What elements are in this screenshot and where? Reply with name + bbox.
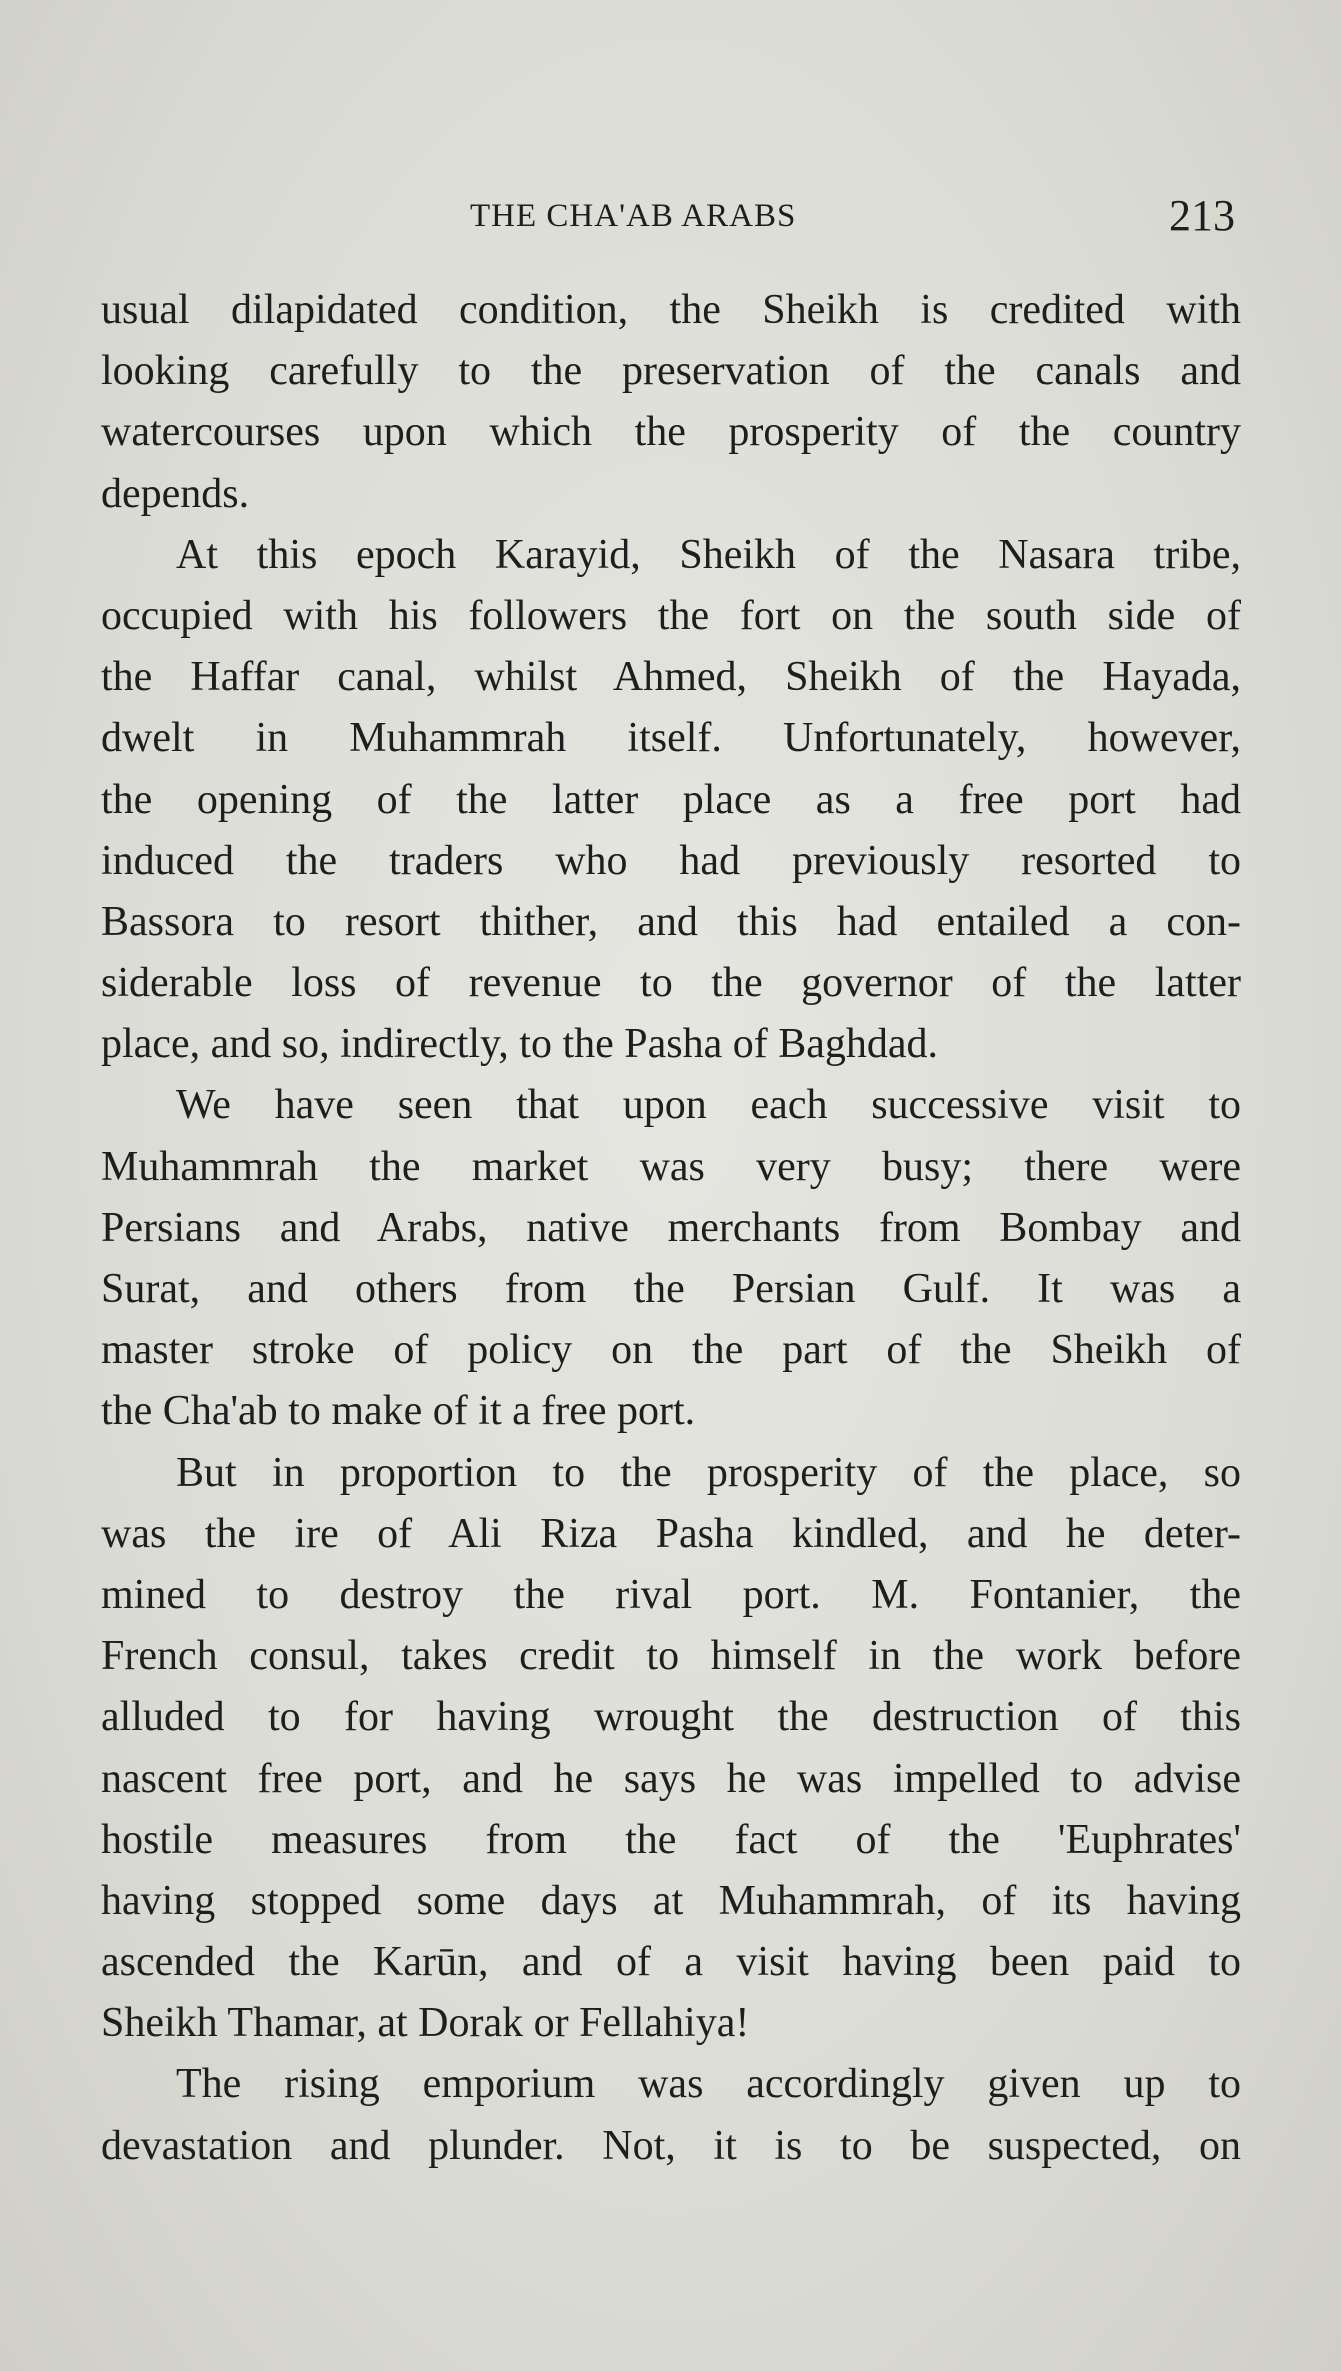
text-line: hostile measures from the fact of the 'Euphrates' (101, 1816, 1241, 1863)
text-line: looking carefully to the preservation of the canals and (101, 348, 1241, 395)
text-line: We have seen that upon each successive visit to (176, 1082, 1241, 1129)
text-line: the Cha'ab to make of it a free port. (101, 1388, 696, 1435)
text-line: siderable loss of revenue to the governor of the latter (101, 960, 1241, 1007)
text-line: Bassora to resort thither, and this had entailed a con- (101, 898, 1241, 945)
text-line: depends. (101, 470, 250, 517)
text-line: place, and so, indirectly, to the Pasha of Baghdad. (101, 1021, 939, 1068)
text-line: having stopped some days at Muhammrah, of its having (101, 1877, 1241, 1924)
text-line: alluded to for having wrought the destruction of this (101, 1694, 1241, 1741)
text-line: the opening of the latter place as a free port had (101, 776, 1241, 823)
text-line: But in proportion to the prosperity of the place, so (176, 1449, 1241, 1496)
running-title: THE CHA'AB ARABS (470, 198, 797, 234)
text-line: the Haffar canal, whilst Ahmed, Sheikh of the Hayada, (101, 654, 1241, 701)
text-line: French consul, takes credit to himself in the work before (101, 1633, 1241, 1680)
text-line: Muhammrah the market was very busy; there were (101, 1143, 1241, 1190)
text-line: mined to destroy the rival port. M. Fontanier, the (101, 1571, 1241, 1618)
text-line: watercourses upon which the prosperity of the country (101, 409, 1241, 456)
page-number: 213 (1169, 191, 1235, 240)
running-head (0, 190, 1341, 240)
text-line: At this epoch Karayid, Sheikh of the Nasara tribe, (176, 531, 1241, 578)
body-text (101, 280, 1241, 2177)
text-line: nascent free port, and he says he was impelled to advise (101, 1755, 1241, 1802)
text-line: induced the traders who had previously resorted to (101, 837, 1241, 884)
text-line: dwelt in Muhammrah itself. Unfortunately, however, (101, 715, 1241, 762)
text-line: usual dilapidated condition, the Sheikh is credited with (101, 287, 1241, 333)
text-line: Persians and Arabs, native merchants from Bombay and (101, 1204, 1241, 1251)
text-line: ascended the Karūn, and of a visit having been paid to (101, 1939, 1241, 1986)
text-line: The rising emporium was accordingly given up to (176, 2061, 1241, 2108)
text-line: master stroke of policy on the part of the Sheikh of (101, 1327, 1241, 1374)
text-line: devastation and plunder. Not, it is to be suspected, on (101, 2122, 1241, 2169)
text-line: Surat, and others from the Persian Gulf. It was a (101, 1266, 1241, 1312)
text-line: Sheikh Thamar, at Dorak or Fellahiya! (101, 2000, 750, 2047)
text-line: was the ire of Ali Riza Pasha kindled, and he deter- (101, 1510, 1241, 1557)
text-line: occupied with his followers the fort on the south side of (101, 592, 1241, 639)
